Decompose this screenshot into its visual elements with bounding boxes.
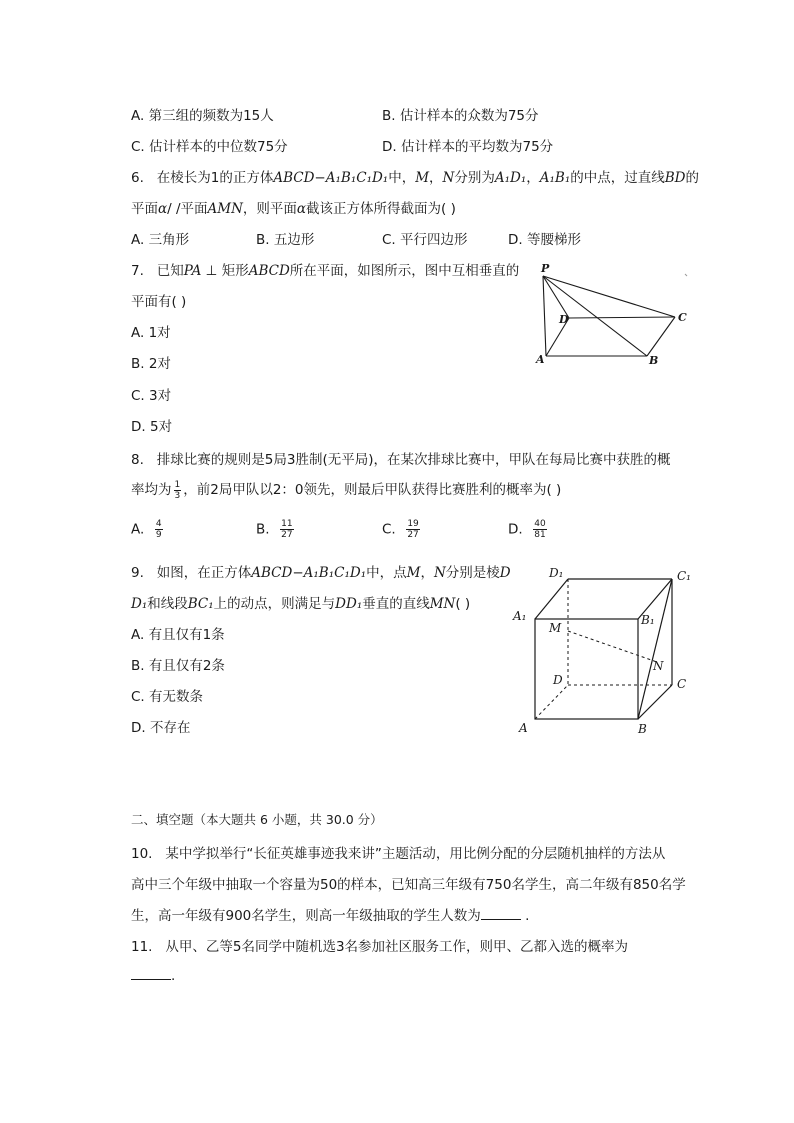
q7-mark xyxy=(685,274,687,276)
q7-edge-dc xyxy=(569,317,675,318)
q6-text: 分别为 xyxy=(454,170,495,186)
q5-option-a: A. 第三组的频数为15人 xyxy=(131,108,274,124)
q11-text: 从甲、乙等5名同学中随机选3名参加社区服务工作，则甲、乙都入选的概率为 xyxy=(165,939,629,955)
q9-edge-ad-hidden xyxy=(535,685,568,719)
q9-label-a: A xyxy=(519,721,528,735)
q9-edge-dd1: DD₁ xyxy=(335,596,363,612)
q6-edge-a1d1: A₁D₁ xyxy=(494,170,527,186)
frac-den: 27 xyxy=(281,530,293,540)
q6-text: 的中点，过直线 xyxy=(570,170,665,186)
q6-text: 截该正方体所得截面为( ) xyxy=(306,201,456,217)
q8-option-d xyxy=(508,519,549,540)
q11-line-2 xyxy=(131,967,175,984)
q9-text: 分别是棱 xyxy=(445,565,500,581)
q6-line-bd: BD xyxy=(664,170,686,186)
q7-option-d: D. 5对 xyxy=(131,419,173,435)
q6-option-a: A. 三角形 xyxy=(131,232,190,248)
q10-text: 某中学拟举行“长征英雄事迹我来讲”主题活动，用比例分配的分层随机抽样的方法从 xyxy=(165,846,666,862)
q8-option-b xyxy=(256,519,296,540)
q7-number: 7. xyxy=(131,263,144,279)
q9-cube: ABCD−A₁B₁C₁D₁ xyxy=(251,565,367,581)
q6-parallel: / /平面 xyxy=(167,201,208,217)
q6-alpha: α xyxy=(296,201,307,217)
q7-option-b: B. 2对 xyxy=(131,356,171,372)
q6-text: 在棱长为1的正方体 xyxy=(156,170,274,186)
q6-option-c: C. 平行四边形 xyxy=(382,232,468,248)
q8-text: 率均为 xyxy=(131,482,172,498)
q11-line-1 xyxy=(131,935,628,955)
q6-text: ， xyxy=(526,170,540,186)
q8-option-label: B. xyxy=(256,521,270,538)
q8-option-c-frac xyxy=(406,519,419,540)
q11-answer-blank[interactable] xyxy=(131,967,171,980)
frac-den: 9 xyxy=(155,530,162,540)
q7-label-p: P xyxy=(541,262,550,275)
q11-text: . xyxy=(171,968,176,984)
q9-line-2 xyxy=(131,592,470,612)
q10-text: . xyxy=(520,908,530,924)
q6-option-b: B. 五边形 xyxy=(256,232,315,248)
q8-line-2 xyxy=(131,478,561,501)
q10-line-2: 高中三个年级中抽取一个容量为50的样本，已知高三年级有750名学生，高二年级有850名学 xyxy=(131,877,686,893)
q6-line-1 xyxy=(131,166,699,186)
q9-text: 上的动点，则满足与 xyxy=(213,596,336,612)
q10-answer-blank[interactable] xyxy=(481,907,521,920)
q9-label-c: C xyxy=(677,677,687,691)
q7-perp: ⊥ xyxy=(201,263,222,279)
q8-option-d-frac xyxy=(533,519,546,540)
q8-line-1 xyxy=(131,448,670,468)
q7-line-1 xyxy=(131,259,519,279)
q9-segment-bc1: BC₁ xyxy=(187,596,214,612)
q9-text: ( ) xyxy=(455,596,471,612)
q7-text: 已知 xyxy=(156,263,184,279)
q8-option-a-frac xyxy=(155,519,163,540)
q9-label-a1: A₁ xyxy=(513,609,527,623)
q7-text: 所在平面，如图所示，图中互相垂直的 xyxy=(289,263,520,279)
q7-line-pa: PA xyxy=(183,263,202,279)
q9-edge-d1: D₁ xyxy=(131,596,148,612)
q9-label-b: B xyxy=(638,722,647,736)
q7-label-d: D xyxy=(559,313,569,326)
q9-text: 和线段 xyxy=(147,596,188,612)
q5-option-b: B. 估计样本的众数为75分 xyxy=(382,108,539,124)
q8-option-label: C. xyxy=(382,521,396,538)
q6-cube: ABCD−A₁B₁C₁D₁ xyxy=(273,170,389,186)
q9-option-a: A. 有且仅有1条 xyxy=(131,627,225,643)
q5-option-c: C. 估计样本的中位数75分 xyxy=(131,139,288,155)
q7-label-a: A xyxy=(536,353,545,366)
q9-text: 垂直的直线 xyxy=(362,596,430,612)
q9-text: 中，点 xyxy=(366,565,407,581)
q9-edge-a1d1 xyxy=(535,579,568,619)
q8-option-label: A. xyxy=(131,521,145,538)
q9-label-d1: D₁ xyxy=(549,566,564,580)
q9-segment-bc1-line xyxy=(638,579,672,719)
q9-segment-mn xyxy=(568,631,657,662)
q9-option-c: C. 有无数条 xyxy=(131,689,204,705)
q9-text: ， xyxy=(420,565,434,581)
q8-fraction xyxy=(174,480,182,501)
q11-number: 11. xyxy=(131,939,153,955)
q8-option-a xyxy=(131,519,165,540)
frac-num: 11 xyxy=(281,519,293,529)
q6-point-n: N xyxy=(442,170,455,186)
q7-line-2: 平面有( ) xyxy=(131,294,187,310)
q6-text: 的 xyxy=(685,170,700,186)
q9-label-n: N xyxy=(653,659,664,673)
q10-number: 10. xyxy=(131,846,153,862)
q8-frac-den: 3 xyxy=(174,490,181,501)
q7-label-c: C xyxy=(678,311,687,324)
q10-line-1 xyxy=(131,842,665,862)
q6-plane-amn: AMN xyxy=(207,201,243,217)
frac-num: 40 xyxy=(534,519,546,529)
q6-line-2 xyxy=(131,197,456,217)
q6-option-d: D. 等腰梯形 xyxy=(508,232,581,248)
q7-pyramid-figure xyxy=(530,260,695,370)
q5-option-d: D. 估计样本的平均数为75分 xyxy=(382,139,554,155)
q7-option-a: A. 1对 xyxy=(131,325,171,341)
q9-point-m: M xyxy=(406,565,421,581)
q9-edge-bc xyxy=(638,685,672,719)
q8-frac-num: 1 xyxy=(174,479,181,490)
q9-point-n: N xyxy=(433,565,446,581)
q9-number: 9. xyxy=(131,565,144,581)
frac-den: 27 xyxy=(407,530,419,540)
q8-number: 8. xyxy=(131,452,144,468)
q9-option-d: D. 不存在 xyxy=(131,720,191,736)
q6-text: ，则平面 xyxy=(242,201,297,217)
q9-cube-figure xyxy=(505,560,705,740)
q8-text: 排球比赛的规则是5局3胜制(无平局)，在某次排球比赛中，甲队在每局比赛中获胜的概 xyxy=(156,452,671,468)
q7-edge-pa xyxy=(543,276,546,356)
q9-label-d: D xyxy=(553,673,563,687)
q9-text: 如图，在正方体 xyxy=(156,565,252,581)
frac-num: 19 xyxy=(407,519,419,529)
q6-text: 中， xyxy=(388,170,416,186)
q9-line-mn: MN xyxy=(429,596,456,612)
frac-den: 81 xyxy=(534,530,546,540)
frac-num: 4 xyxy=(155,519,162,529)
q9-line-1 xyxy=(131,561,511,581)
q7-rect-abcd: ABCD xyxy=(248,263,290,279)
q10-line-3 xyxy=(131,904,529,924)
q8-option-c xyxy=(382,519,422,540)
q6-text: 平面 xyxy=(131,201,158,217)
q8-option-label: D. xyxy=(508,521,523,538)
q9-option-b: B. 有且仅有2条 xyxy=(131,658,225,674)
q9-label-b1: B₁ xyxy=(641,613,655,627)
q7-text: 矩形 xyxy=(221,263,249,279)
q6-text: ， xyxy=(429,170,443,186)
q8-text: ，前2局甲队以2：0领先，则最后甲队获得比赛胜利的概率为( ) xyxy=(183,482,562,498)
q7-option-c: C. 3对 xyxy=(131,388,172,404)
q9-edge-d: D xyxy=(499,565,511,581)
q7-edge-bc xyxy=(647,317,675,356)
q7-label-b: B xyxy=(649,354,659,367)
q9-label-c1: C₁ xyxy=(677,569,691,583)
q10-text: 生，高一年级有900名学生，则高一年级抽取的学生人数为 xyxy=(131,908,481,924)
q6-edge-a1b1: A₁B₁ xyxy=(539,170,571,186)
q6-number: 6. xyxy=(131,170,144,186)
section-2-title: 二、填空题（本大题共 6 小题，共 30.0 分） xyxy=(131,812,383,827)
q6-alpha: α xyxy=(158,201,168,217)
q9-label-m: M xyxy=(549,621,562,635)
q8-option-b-frac xyxy=(280,519,293,540)
q7-edge-pc xyxy=(543,276,675,317)
q6-point-m: M xyxy=(415,170,430,186)
